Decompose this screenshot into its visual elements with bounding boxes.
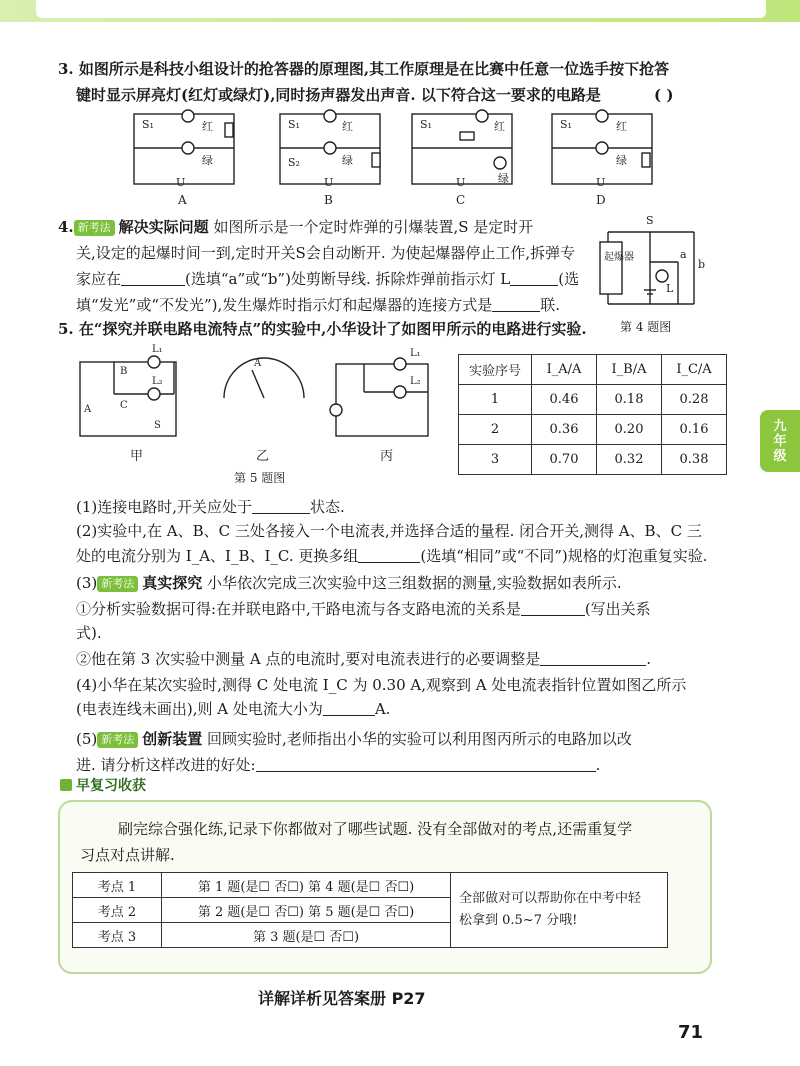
q3b-red-label: 红 bbox=[342, 120, 353, 133]
grade-char-2: 年 bbox=[773, 433, 787, 449]
q3-answer-paren: ( ) bbox=[654, 86, 674, 104]
fig-bing-label: 丙 bbox=[380, 449, 394, 464]
page-top-border bbox=[0, 0, 800, 22]
q5-p3d-line bbox=[76, 648, 651, 670]
table-header: 实验序号 bbox=[459, 355, 532, 385]
q3c-red-label: 红 bbox=[494, 120, 505, 133]
q5-p2-end: (选填“相同”或“不同”)规格的灯泡重复实验. bbox=[420, 547, 708, 565]
table-cell: 3 bbox=[459, 445, 532, 475]
svg-text:A: A bbox=[254, 358, 262, 369]
q5-p5-line1 bbox=[76, 728, 632, 750]
svg-text:L₁: L₁ bbox=[410, 348, 421, 359]
review-point: 考点 2 bbox=[73, 898, 162, 923]
q5-p5-title: 创新装置 bbox=[142, 730, 203, 748]
grade-char-1: 九 bbox=[773, 418, 787, 434]
q3d-green-label: 绿 bbox=[616, 154, 627, 167]
svg-text:B: B bbox=[120, 366, 128, 377]
q5-p3c: 式). bbox=[76, 624, 102, 642]
q5-figures bbox=[74, 342, 454, 492]
q3b-green-label: 绿 bbox=[342, 154, 353, 167]
svg-text:S: S bbox=[154, 420, 161, 431]
q4-text-2: 关,设定的起爆时间一到,定时开关S会自动断开. 为使起爆器停止工作,拆弹专 bbox=[76, 244, 576, 262]
review-header: 早复习收获 bbox=[60, 775, 146, 795]
q4-fig-b-label: b bbox=[698, 258, 706, 271]
q5-part2-line2 bbox=[76, 545, 708, 567]
q4-title: 解决实际问题 bbox=[118, 218, 209, 236]
table-cell: 0.36 bbox=[532, 415, 597, 445]
q4-fig-a-label: a bbox=[680, 248, 687, 261]
review-point: 考点 1 bbox=[73, 873, 162, 898]
q5-p5-line2 bbox=[76, 754, 600, 776]
q5-data-table bbox=[458, 354, 727, 475]
table-cell: 2 bbox=[459, 415, 532, 445]
q3b-u-label: U bbox=[324, 176, 334, 189]
q5-p5-num: (5) bbox=[76, 730, 98, 748]
review-intro-1: 刷完综合强化练,记录下你都做对了哪些试题. 没有全部做对的考点,还需重复学 bbox=[118, 820, 633, 838]
q5-p2-blank[interactable] bbox=[358, 547, 420, 563]
q5-p1-end: 状态. bbox=[310, 498, 345, 516]
q5-p3d-blank[interactable] bbox=[540, 650, 646, 666]
q4-text-4b: 联. bbox=[540, 296, 561, 314]
table-header: I_A/A bbox=[532, 355, 597, 385]
q5-part3-line bbox=[76, 572, 622, 594]
q4-number: 4. bbox=[58, 218, 74, 236]
q4-text-3b: (选填“a”或“b”)处剪断导线. 拆除炸弹前指示灯 L bbox=[185, 270, 511, 288]
review-note-1: 全部做对可以帮助你在中考中轻 bbox=[459, 891, 642, 906]
answer-reference: 详解详析见答案册 P27 bbox=[258, 989, 426, 1008]
svg-text:C: C bbox=[120, 400, 128, 411]
svg-text:A: A bbox=[84, 404, 92, 415]
q3a-green-label: 绿 bbox=[202, 154, 213, 167]
q5-p4-end: A. bbox=[374, 700, 391, 718]
q3c-u-label: U bbox=[456, 176, 466, 189]
q3-option-b: B bbox=[324, 193, 333, 207]
q4-line3 bbox=[76, 268, 579, 290]
q5-p3b-text: ①分析实验数据可得:在并联电路中,干路电流与各支路电流的关系是 bbox=[76, 600, 521, 618]
q4-line1 bbox=[58, 216, 533, 238]
table-row bbox=[73, 873, 668, 898]
q4-text-3a: 家应在 bbox=[76, 270, 122, 288]
q5-p4-blank[interactable] bbox=[323, 700, 375, 716]
q3-option-a: A bbox=[178, 193, 187, 207]
q3-text-line2: 键时显示屏亮灯(红灯或绿灯),同时扬声器发出声音. 以下符合这一要求的电路是 bbox=[76, 86, 601, 104]
q5-p3-tag: 新考法 bbox=[97, 576, 138, 592]
q5-p5-tag: 新考法 bbox=[97, 732, 138, 748]
q4-fig-s-label: S bbox=[646, 214, 654, 227]
table-cell: 0.46 bbox=[532, 385, 597, 415]
q3-option-c: C bbox=[456, 193, 466, 207]
q3b-s1-label: S₁ bbox=[288, 118, 300, 131]
svg-text:L₂: L₂ bbox=[152, 376, 163, 387]
review-note bbox=[451, 873, 668, 948]
q5-p3-num: (3) bbox=[76, 574, 98, 592]
q4-figure-caption: 第 4 题图 bbox=[620, 320, 672, 334]
table-cell: 0.18 bbox=[597, 385, 662, 415]
q3a-u-label: U bbox=[176, 176, 186, 189]
table-cell: 0.38 bbox=[662, 445, 727, 475]
q5-text-line1: 5. 在“探究并联电路电流特点”的实验中,小华设计了如图甲所示的电路进行实验. bbox=[58, 320, 587, 338]
table-row bbox=[459, 415, 727, 445]
q4-fig-device-label: 起爆器 bbox=[604, 252, 634, 263]
table-cell: 0.16 bbox=[662, 415, 727, 445]
q4-text-4a: 填“发光”或“不发光”),发生爆炸时指示灯和起爆器的连接方式是 bbox=[76, 296, 493, 314]
q5-p5-blank[interactable] bbox=[256, 756, 596, 772]
review-items[interactable]: 第 3 题(是☐ 否☐) bbox=[162, 923, 451, 948]
grade-side-tab bbox=[760, 410, 800, 472]
q5-p5b-text: 进. 请分析这样改进的好处: bbox=[76, 756, 256, 774]
q5-p2-text: 处的电流分别为 I_A、I_B、I_C. 更换多组 bbox=[76, 547, 359, 565]
q4-new-method-tag: 新考法 bbox=[74, 220, 115, 236]
q3-circuit-options bbox=[120, 108, 680, 208]
q4-text-3c: (选 bbox=[558, 270, 580, 288]
table-cell: 1 bbox=[459, 385, 532, 415]
table-cell: 0.70 bbox=[532, 445, 597, 475]
review-items[interactable]: 第 2 题(是☐ 否☐) 第 5 题(是☐ 否☐) bbox=[162, 898, 451, 923]
q3c-s1-label: S₁ bbox=[420, 118, 432, 131]
q5-p3d-end: . bbox=[646, 650, 652, 668]
q4-line4 bbox=[76, 294, 560, 316]
table-cell: 0.32 bbox=[597, 445, 662, 475]
review-items[interactable]: 第 1 题(是☐ 否☐) 第 4 题(是☐ 否☐) bbox=[162, 873, 451, 898]
q5-p3b-blank[interactable] bbox=[521, 600, 585, 616]
q5-p2-line1: (2)实验中,在 A、B、C 三处各接入一个电流表,并选择合适的量程. 闭合开关,测得 A、B、C 三 bbox=[76, 522, 702, 540]
table-cell: 0.20 bbox=[597, 415, 662, 445]
table-row bbox=[459, 445, 727, 475]
q3-option-d: D bbox=[596, 193, 606, 207]
q3d-red-label: 红 bbox=[616, 120, 627, 133]
review-intro-2: 习点对点讲解. bbox=[80, 846, 175, 864]
q5-p3b-line bbox=[76, 598, 651, 620]
q3b-s2-label: S₂ bbox=[288, 156, 300, 169]
review-point: 考点 3 bbox=[73, 923, 162, 948]
q5-p5-end: . bbox=[595, 756, 601, 774]
q5-p1-blank[interactable] bbox=[252, 498, 310, 514]
q3c-green-label: 绿 bbox=[498, 172, 509, 185]
table-row bbox=[459, 385, 727, 415]
q5-p4-line2 bbox=[76, 698, 390, 720]
q3d-s1-label: S₁ bbox=[560, 118, 572, 131]
q4-blank-1[interactable] bbox=[121, 270, 185, 286]
q3a-red-label: 红 bbox=[202, 120, 213, 133]
q3-text-line1: 3. 如图所示是科技小组设计的抢答器的原理图,其工作原理是在比赛中任意一位选手按下抢答 bbox=[58, 60, 670, 78]
q5-p3b-end: (写出关系 bbox=[584, 600, 651, 618]
q4-text-1: 如图所示是一个定时炸弹的引爆装置,S 是定时开 bbox=[213, 218, 534, 236]
q4-blank-2[interactable] bbox=[510, 270, 558, 286]
review-note-2: 松拿到 0.5~7 分哦! bbox=[459, 913, 578, 928]
q4-fig-l-label: L bbox=[666, 282, 674, 295]
q5-p5-text: 回顾实验时,老师指出小华的实验可以利用图丙所示的电路加以改 bbox=[207, 730, 632, 748]
q3a-s1-label: S₁ bbox=[142, 118, 154, 131]
table-header-row bbox=[459, 355, 727, 385]
q5-figure-caption: 第 5 题图 bbox=[234, 471, 286, 485]
q5-p1-text: (1)连接电路时,开关应处于 bbox=[76, 498, 253, 516]
q4-blank-3[interactable] bbox=[492, 296, 540, 312]
q5-p4-line1: (4)小华在某次实验时,测得 C 处电流 I_C 为 0.30 A,观察到 A 处电流表指针位置如图乙所示 bbox=[76, 676, 687, 694]
q3d-u-label: U bbox=[596, 176, 606, 189]
q4-figure bbox=[598, 212, 708, 324]
grade-char-3: 级 bbox=[773, 448, 787, 464]
q5-p3-text: 小华依次完成三次实验中这三组数据的测量,实验数据如表所示. bbox=[207, 574, 622, 592]
table-cell: 0.28 bbox=[662, 385, 727, 415]
q5-p3d-text: ②他在第 3 次实验中测量 A 点的电流时,要对电流表进行的必要调整是 bbox=[76, 650, 541, 668]
review-table bbox=[72, 872, 668, 948]
svg-text:L₂: L₂ bbox=[410, 376, 421, 387]
fig-jia-label: 甲 bbox=[130, 449, 144, 464]
q5-p3-title: 真实探究 bbox=[142, 574, 203, 592]
q5-part1 bbox=[76, 496, 345, 518]
table-header: I_B/A bbox=[597, 355, 662, 385]
svg-text:L₁: L₁ bbox=[152, 344, 163, 355]
q5-p4-text: (电表连线未画出),则 A 处电流大小为 bbox=[76, 700, 323, 718]
table-header: I_C/A bbox=[662, 355, 727, 385]
page-number: 71 bbox=[678, 1022, 704, 1043]
fig-yi-label: 乙 bbox=[256, 449, 270, 464]
